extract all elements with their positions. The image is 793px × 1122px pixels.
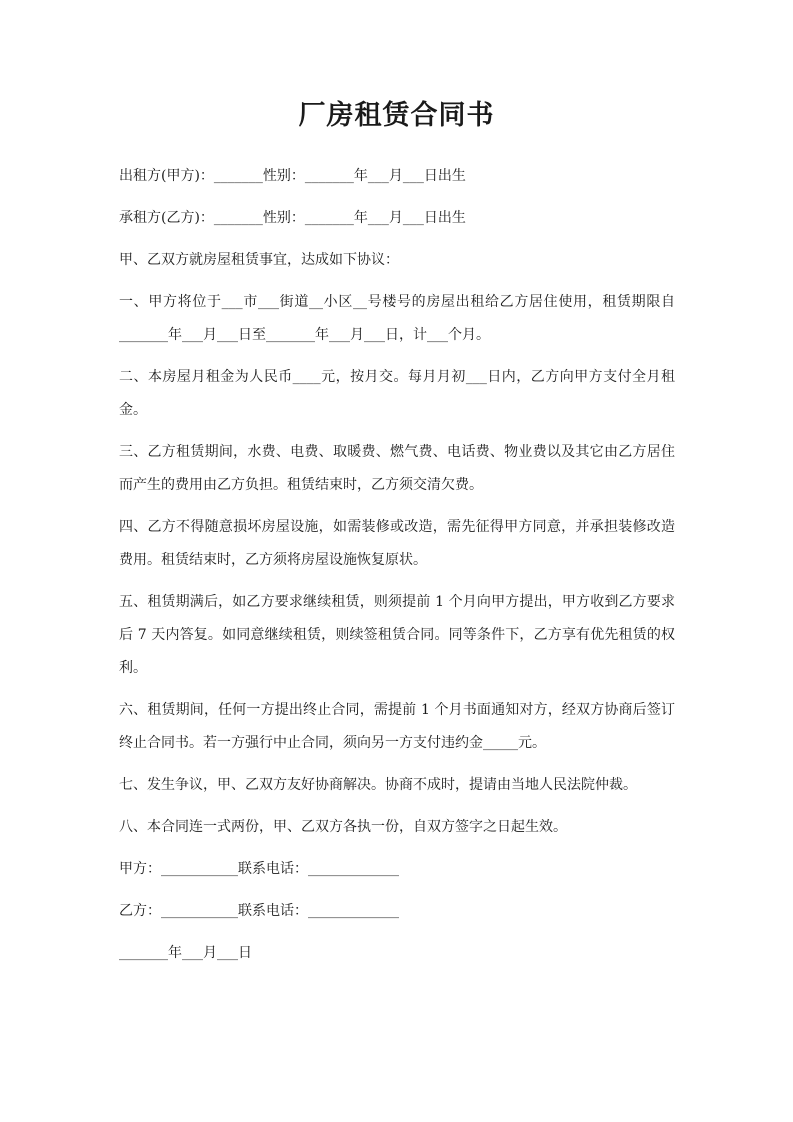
signing-date: _______年___月___日 — [119, 945, 252, 961]
document-body — [119, 160, 675, 979]
clause-3: 三、乙方租赁期间，水费、电费、取暖费、燃气费、电话费、物业费以及其它由乙方居住而产生的费用由乙方负担。租赁结束时，乙方须交清欠费。 — [119, 444, 675, 493]
lessor-info: 出租方(甲方)：_______性别：_______年___月___日出生 — [119, 168, 466, 184]
clause-6: 六、租赁期间，任何一方提出终止合同，需提前 1 个月书面通知对方，经双方协商后签订终止合同书。若一方强行中止合同，须向另一方支付违约金_____元。 — [119, 702, 675, 751]
party-a-signature: 甲方：___________联系电话：_____________ — [119, 861, 399, 877]
clause-4: 四、乙方不得随意损坏房屋设施，如需装修或改造，需先征得甲方同意，并承担装修改造费用。租赁结束时，乙方须将房屋设施恢复原状。 — [119, 519, 675, 568]
party-b-signature: 乙方：___________联系电话：_____________ — [119, 903, 399, 919]
clause-5: 五、租赁期满后，如乙方要求继续租赁，则须提前 1 个月向甲方提出，甲方收到乙方要求后 7 天内答复。如同意继续租赁，则续签租赁合同。同等条件下，乙方享有优先租赁的权利。 — [119, 594, 675, 676]
clause-7: 七、发生争议，甲、乙双方友好协商解决。协商不成时，提请由当地人民法院仲裁。 — [119, 777, 637, 793]
lessee-info: 承租方(乙方)：_______性别：_______年___月___日出生 — [119, 210, 466, 226]
clause-1: 一、甲方将位于___市___街道__小区__号楼号的房屋出租给乙方居住使用，租赁期限自_______年___月___日至_______年___月___日，计___个月。 — [119, 294, 675, 343]
document-title: 厂房租赁合同书 — [298, 100, 495, 131]
clause-2: 二、本房屋月租金为人民币____元，按月交。每月月初___日内，乙方向甲方支付全月租金。 — [119, 369, 675, 418]
agreement-intro: 甲、乙双方就房屋租赁事宜，达成如下协议： — [119, 252, 399, 268]
clause-8: 八、本合同连一式两份，甲、乙双方各执一份，自双方签字之日起生效。 — [119, 819, 567, 835]
